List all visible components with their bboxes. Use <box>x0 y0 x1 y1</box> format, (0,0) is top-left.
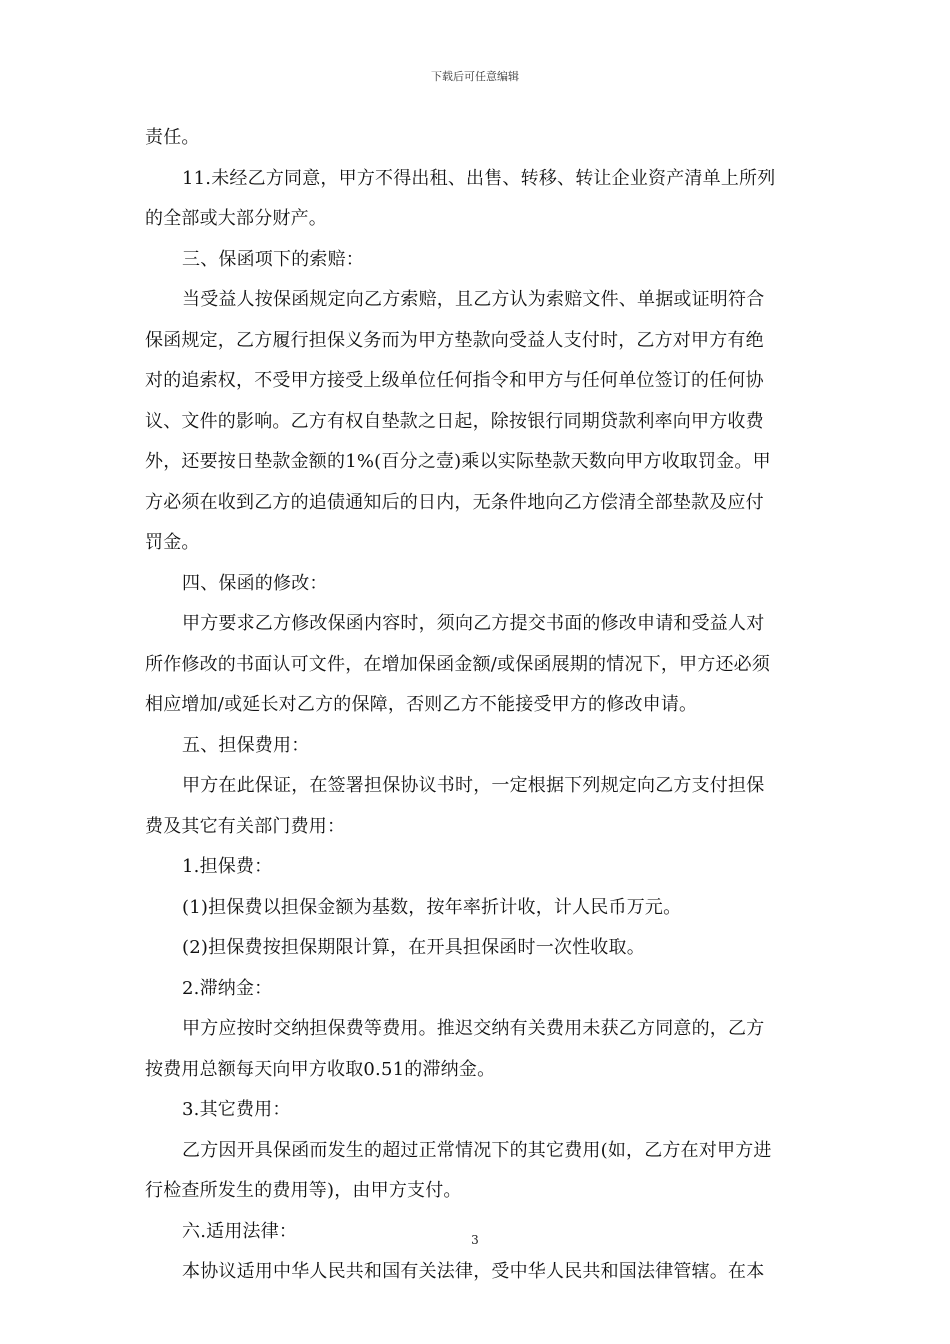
text-line: 责任。 <box>145 127 200 148</box>
text-line: (2)担保费按担保期限计算，在开具担保函时一次性收取。 <box>182 937 645 958</box>
text-line: 相应增加/或延长对乙方的保障，否则乙方不能接受甲方的修改申请。 <box>145 694 698 715</box>
page-number: 3 <box>471 1233 479 1247</box>
text-line: 甲方要求乙方修改保函内容时，须向乙方提交书面的修改申请和受益人对 <box>182 613 765 634</box>
text-line: 费及其它有关部门费用： <box>145 815 346 837</box>
text-line: 本协议适用中华人民共和国有关法律，受中华人民共和国法律管辖。在本 <box>182 1261 765 1282</box>
text-line: 六.适用法律： <box>182 1220 298 1242</box>
text-line: 四、保函的修改： <box>182 572 328 594</box>
text-line: (1)担保费以担保金额为基数，按年率折计收，计人民币万元。 <box>182 896 682 918</box>
text-line: 外，还要按日垫款金额的1%(百分之壹)乘以实际垫款天数向甲方收取罚金。甲 <box>145 451 771 472</box>
text-line: 按费用总额每天向甲方收取0.51的滞纳金。 <box>145 1058 496 1080</box>
text-line: 保函规定，乙方履行担保义务而为甲方垫款向受益人支付时，乙方对甲方有绝 <box>145 329 764 351</box>
text-line: 11.未经乙方同意，甲方不得出租、出售、转移、转让企业资产清单上所列 <box>182 167 776 189</box>
text-line: 议、文件的影响。乙方有权自垫款之日起，除按银行同期贷款利率向甲方收费 <box>145 410 764 432</box>
text-line: 2.滞纳金： <box>182 977 273 999</box>
text-line: 罚金。 <box>145 532 200 553</box>
text-line: 甲方在此保证，在签署担保协议书时，一定根据下列规定向乙方支付担保 <box>182 775 765 796</box>
text-line: 所作修改的书面认可文件，在增加保函金额/或保函展期的情况下，甲方还必须 <box>145 653 771 675</box>
text-line: 三、保函项下的索赔： <box>182 248 364 270</box>
text-line: 的全部或大部分财产。 <box>145 208 327 229</box>
document-body <box>145 118 809 1293</box>
page-header: 下载后可任意编辑 <box>431 70 519 83</box>
text-line: 甲方应按时交纳担保费等费用。推迟交纳有关费用未获乙方同意的，乙方 <box>182 1018 765 1039</box>
text-line: 方必须在收到乙方的追债通知后的日内，无条件地向乙方偿清全部垫款及应付 <box>145 491 764 513</box>
text-line: 3.其它费用： <box>182 1099 291 1120</box>
text-line: 五、担保费用： <box>182 734 310 756</box>
text-line: 1.担保费： <box>182 856 273 877</box>
text-line: 乙方因开具保函而发生的超过正常情况下的其它费用(如，乙方在对甲方进 <box>182 1139 772 1161</box>
text-line: 行检查所发生的费用等)，由甲方支付。 <box>145 1180 462 1201</box>
text-line: 当受益人按保函规定向乙方索赔，且乙方认为索赔文件、单据或证明符合 <box>182 289 765 310</box>
text-line: 对的追索权，不受甲方接受上级单位任何指令和甲方与任何单位签订的任何协 <box>145 370 764 391</box>
